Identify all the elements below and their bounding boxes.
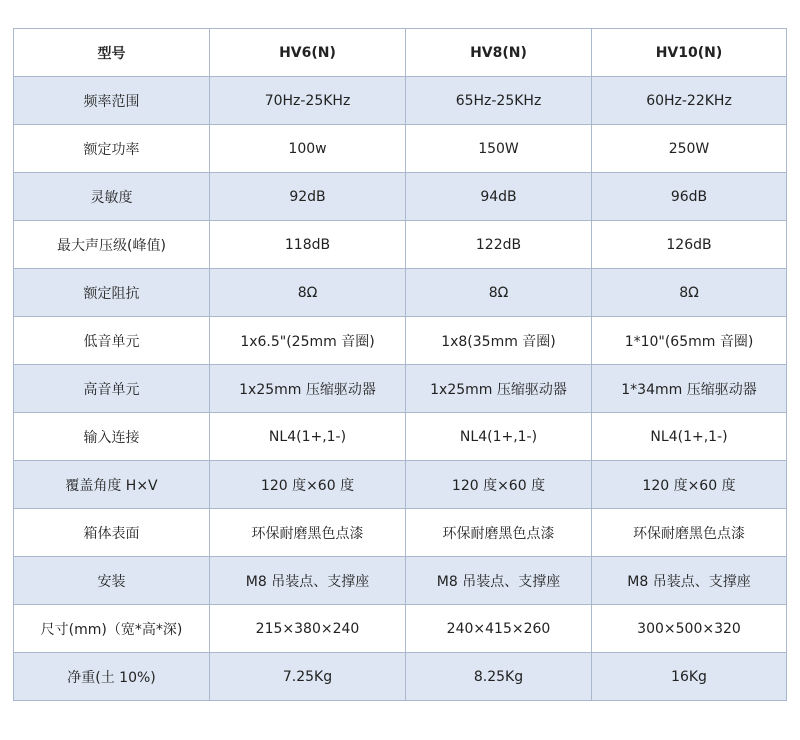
- cell-hv10: 300×500×320: [592, 605, 787, 653]
- table-row: [14, 173, 787, 221]
- row-label: 最大声压级(峰值): [14, 221, 210, 269]
- row-label: 灵敏度: [14, 173, 210, 221]
- header-cell-hv8: HV8(N): [406, 29, 592, 77]
- cell-hv10: 1*10"(65mm 音圈): [592, 317, 787, 365]
- cell-hv6: 92dB: [210, 173, 406, 221]
- table-row: [14, 461, 787, 509]
- cell-hv10: 1*34mm 压缩驱动器: [592, 365, 787, 413]
- header-row: [14, 29, 787, 77]
- table-row: [14, 365, 787, 413]
- cell-hv6: 7.25Kg: [210, 653, 406, 701]
- table-row: [14, 317, 787, 365]
- row-label: 输入连接: [14, 413, 210, 461]
- cell-hv6: 118dB: [210, 221, 406, 269]
- row-label: 额定功率: [14, 125, 210, 173]
- cell-hv8: 8Ω: [406, 269, 592, 317]
- header-cell-hv6: HV6(N): [210, 29, 406, 77]
- row-label: 高音单元: [14, 365, 210, 413]
- header-cell-model: 型号: [14, 29, 210, 77]
- spec-table: [13, 28, 787, 701]
- table-row: [14, 221, 787, 269]
- cell-hv6: 120 度×60 度: [210, 461, 406, 509]
- cell-hv8: 8.25Kg: [406, 653, 592, 701]
- cell-hv6: 70Hz-25KHz: [210, 77, 406, 125]
- cell-hv8: 65Hz-25KHz: [406, 77, 592, 125]
- row-label: 低音单元: [14, 317, 210, 365]
- cell-hv8: M8 吊装点、支撑座: [406, 557, 592, 605]
- row-label: 额定阻抗: [14, 269, 210, 317]
- cell-hv8: 1x25mm 压缩驱动器: [406, 365, 592, 413]
- table-row: [14, 125, 787, 173]
- row-label: 净重(土 10%): [14, 653, 210, 701]
- table-row: [14, 653, 787, 701]
- cell-hv6: 1x25mm 压缩驱动器: [210, 365, 406, 413]
- cell-hv10: 60Hz-22KHz: [592, 77, 787, 125]
- cell-hv10: 120 度×60 度: [592, 461, 787, 509]
- cell-hv10: 8Ω: [592, 269, 787, 317]
- cell-hv10: 126dB: [592, 221, 787, 269]
- cell-hv6: 8Ω: [210, 269, 406, 317]
- cell-hv10: 环保耐磨黑色点漆: [592, 509, 787, 557]
- table-row: [14, 269, 787, 317]
- cell-hv10: M8 吊装点、支撑座: [592, 557, 787, 605]
- cell-hv10: NL4(1+,1-): [592, 413, 787, 461]
- cell-hv6: M8 吊装点、支撑座: [210, 557, 406, 605]
- cell-hv8: 94dB: [406, 173, 592, 221]
- row-label: 尺寸(mm)（宽*高*深): [14, 605, 210, 653]
- row-label: 频率范围: [14, 77, 210, 125]
- cell-hv10: 16Kg: [592, 653, 787, 701]
- cell-hv6: 环保耐磨黑色点漆: [210, 509, 406, 557]
- table-row: [14, 77, 787, 125]
- cell-hv8: 120 度×60 度: [406, 461, 592, 509]
- table-row: [14, 413, 787, 461]
- cell-hv6: NL4(1+,1-): [210, 413, 406, 461]
- cell-hv6: 1x6.5"(25mm 音圈): [210, 317, 406, 365]
- cell-hv8: 240×415×260: [406, 605, 592, 653]
- table-row: [14, 605, 787, 653]
- cell-hv8: 122dB: [406, 221, 592, 269]
- cell-hv6: 100w: [210, 125, 406, 173]
- row-label: 箱体表面: [14, 509, 210, 557]
- cell-hv8: 1x8(35mm 音圈): [406, 317, 592, 365]
- cell-hv8: 环保耐磨黑色点漆: [406, 509, 592, 557]
- header-cell-hv10: HV10(N): [592, 29, 787, 77]
- row-label: 覆盖角度 H×V: [14, 461, 210, 509]
- cell-hv10: 250W: [592, 125, 787, 173]
- table-row: [14, 557, 787, 605]
- cell-hv6: 215×380×240: [210, 605, 406, 653]
- cell-hv8: NL4(1+,1-): [406, 413, 592, 461]
- row-label: 安装: [14, 557, 210, 605]
- cell-hv8: 150W: [406, 125, 592, 173]
- cell-hv10: 96dB: [592, 173, 787, 221]
- table-row: [14, 509, 787, 557]
